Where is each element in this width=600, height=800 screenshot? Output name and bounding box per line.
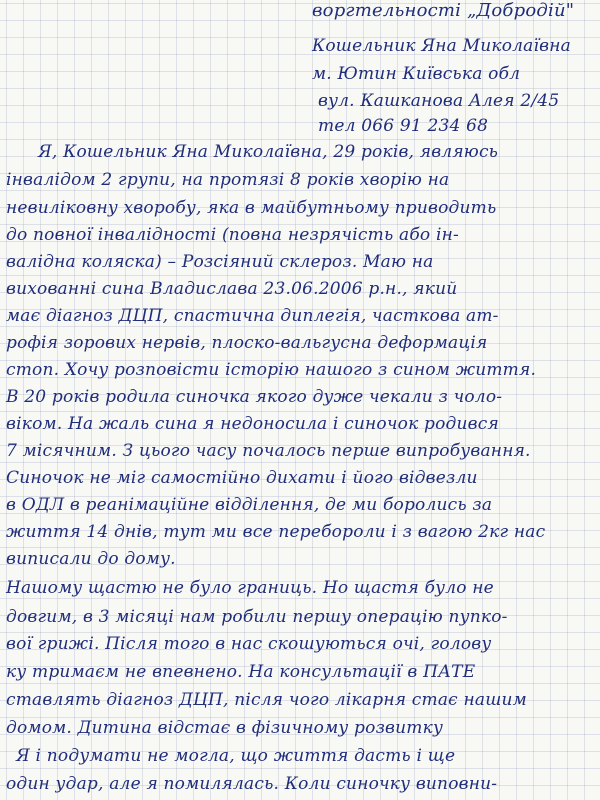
body-line: 7 місячним. З цього часу почалось перше випробування.	[6, 441, 531, 461]
body-line: життя 14 днів, тут ми все перебороли і з вагою 2кг нас	[6, 522, 546, 542]
body-line: ку тримаєм не впевнено. На консультації в ПАТЕ	[6, 662, 476, 682]
body-line: невиліковну хворобу, яка в майбутньому приводить	[6, 198, 497, 218]
header-phone: тел 066 91 234 68	[318, 116, 489, 136]
body-line: довгим, в 3 місяці нам робили першу операцію пупко-	[6, 607, 508, 627]
body-line: Я і подумати не могла, що життя дасть і ще	[16, 746, 456, 766]
body-line: домом. Дитина відстає в фізичному розвитку	[6, 718, 444, 738]
body-line: рофія зорових нервів, плоско-вальгусна деформація	[6, 333, 488, 353]
body-line: до повної інвалідності (повна незрячість або ін-	[6, 225, 459, 245]
body-line: стоп. Хочу розповісти історію нашого з сином життя.	[6, 360, 537, 380]
body-line: Нашому щастю не було границь. Но щастя було не	[6, 578, 494, 598]
body-line: інвалідом 2 групи, на протязі 8 років хворію на	[6, 170, 450, 190]
body-line: Я, Кошельник Яна Миколаївна, 29 років, являюсь	[38, 142, 499, 162]
header-city: м. Ютин Київська обл	[312, 64, 521, 84]
body-line: виписали до дому.	[6, 549, 176, 569]
body-line: вихованні сина Владислава 23.06.2006 р.н., який	[6, 279, 458, 299]
body-line: в ОДЛ в реанімаційне відділення, де ми боролись за	[6, 495, 493, 515]
body-line: валідна коляска) – Розсіяний склероз. Маю на	[6, 252, 434, 272]
body-line: віком. На жаль сина я недоносила і синочок родився	[6, 414, 499, 434]
body-line: вої грижі. Після того в нас скошуються очі, голову	[6, 634, 492, 654]
body-line: В 20 років родила синочка якого дуже чекали з чоло-	[6, 387, 503, 407]
body-line: ставлять діагноз ДЦП, після чого лікарня стає нашим	[6, 690, 527, 710]
body-line: Синочок не міг самостійно дихати і його відвезли	[6, 468, 478, 488]
body-line: має діагноз ДЦП, спастична диплегія, часткова ат-	[6, 306, 499, 326]
header-street: вул. Кашканова Алея 2/45	[318, 91, 560, 111]
header-name: Кошельник Яна Миколаївна	[312, 36, 571, 56]
body-line: один удар, але я помилялась. Коли синочку виповни-	[6, 774, 498, 794]
header-title: воргтельності „Добродій"	[312, 0, 575, 21]
